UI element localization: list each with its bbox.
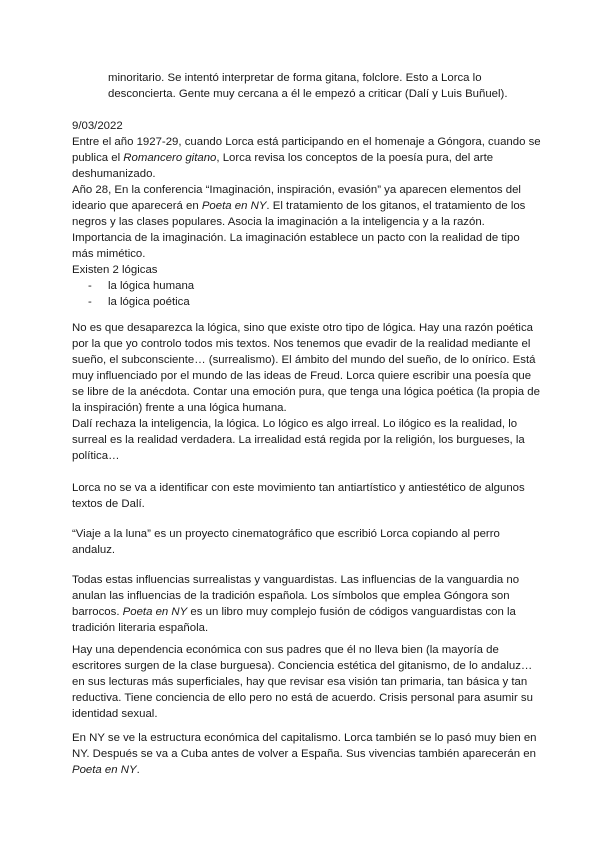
book-title-poeta-en-ny: Poeta en NY	[201, 200, 267, 213]
list-item	[88, 294, 194, 310]
text-segment: Todas estas influencias surrealistas y vanguardistas. Las influencias de la vanguardia no anulan las influencias de la tradición española. Los símbolos que emplea Góngora son barrocos.	[72, 574, 520, 619]
list-item-text: la lógica poética	[108, 296, 190, 309]
paragraph-razon-poetica: No es que desaparezca la lógica, sino que existe otro tipo de lógica. Hay una razón poética por la que yo controlo todos mis textos. Nos tenemos que evadir de la realidad mediante el sueño, el subconsciente… (surrealismo). El ámbito del mundo del sueño, de lo onírico. Está muy influenciado por el mundo de las ideas de Freud. Lorca quiere escribir una poesía que se libre de la anécdota. Contar una emoción pura, que tenga una lógica poética (la propia de la inspiración) frente a una lógica humana.	[72, 322, 540, 415]
paragraph-gongora	[72, 134, 542, 182]
paragraph-dali: Dalí rechaza la inteligencia, la lógica. Lo lógico es algo irreal. Lo ilógico es la realidad, lo surreal es la realidad verdadera. La irrealidad está regida por la religión, los burgueses, la política…	[72, 418, 525, 463]
list-item	[88, 278, 194, 294]
dash-bullet: -	[88, 296, 92, 309]
list-item-text: la lógica humana	[108, 280, 195, 292]
text-segment: Entre el año 1927-29, cuando Lorca está participando en el homenaje a Góngora, cuando se publica el	[72, 136, 541, 165]
dash-bullet: -	[88, 280, 92, 292]
paragraph-viaje-luna: “Viaje a la luna” es un proyecto cinematográfico que escribió Lorca copiando al perro andaluz.	[72, 528, 500, 557]
paragraph-capitalismo	[72, 730, 542, 778]
paragraph-conferencia	[72, 182, 542, 262]
paragraph-dependencia: Hay una dependencia económica con sus padres que él no lleva bien (la mayoría de escritores surgen de la clase burguesa). Conciencia estética del gitanismo, de lo andaluz… en sus lecturas más superficiales, hay que revisar esa visión tan primaria, tan básica y tan reductiva. Tiene conciencia de ello pero no está de acuerdo. Crisis personal para asumir su identidad sexual.	[72, 644, 533, 721]
paragraph-influencias	[72, 572, 542, 636]
book-title-poeta-en-ny: Poeta en NY	[122, 606, 188, 619]
text-segment: En NY se ve la estructura económica del capitalismo. Lorca también se lo pasó muy bien en NY. Después se va a Cuba antes de volver a España. Sus vivencias también aparecerán en	[72, 732, 537, 761]
text-segment: es un libro muy complejo fusión de códigos vanguardistas con la tradición literaria española.	[72, 606, 516, 635]
text-segment: Año 28, En la conferencia “Imaginación, inspiración, evasión” ya aparecen elementos del ideario que aparecerá en	[72, 184, 521, 213]
logics-list	[88, 278, 194, 310]
paragraph-antiartistico: Lorca no se va a identificar con este movimiento tan antiartístico y antiestético de algunos textos de Dalí.	[72, 482, 525, 511]
text-segment: .	[136, 764, 140, 777]
book-title-poeta-en-ny: Poeta en NY	[72, 764, 137, 777]
text-segment: . El tratamiento de los gitanos, el tratamiento de los negros y las clases populares. Asocia la imaginación a la inteligencia y a la razón. Importancia de la imaginación. La imaginación establece un pacto con la realidad de tipo más mimético.	[72, 200, 526, 261]
date-heading: 9/03/2022	[72, 120, 123, 132]
book-title-romancero: Romancero gitano	[123, 152, 217, 165]
logics-intro: Existen 2 lógicas	[72, 264, 158, 276]
paragraph-continuation: minoritario. Se intentó interpretar de forma gitana, folclore. Esto a Lorca lo desconcierta. Gente muy cercana a él le empezó a criticar (Dalí y Luis Buñuel).	[108, 72, 508, 101]
text-segment: , Lorca revisa los conceptos de la poesía pura, del arte deshumanizado.	[72, 152, 494, 181]
